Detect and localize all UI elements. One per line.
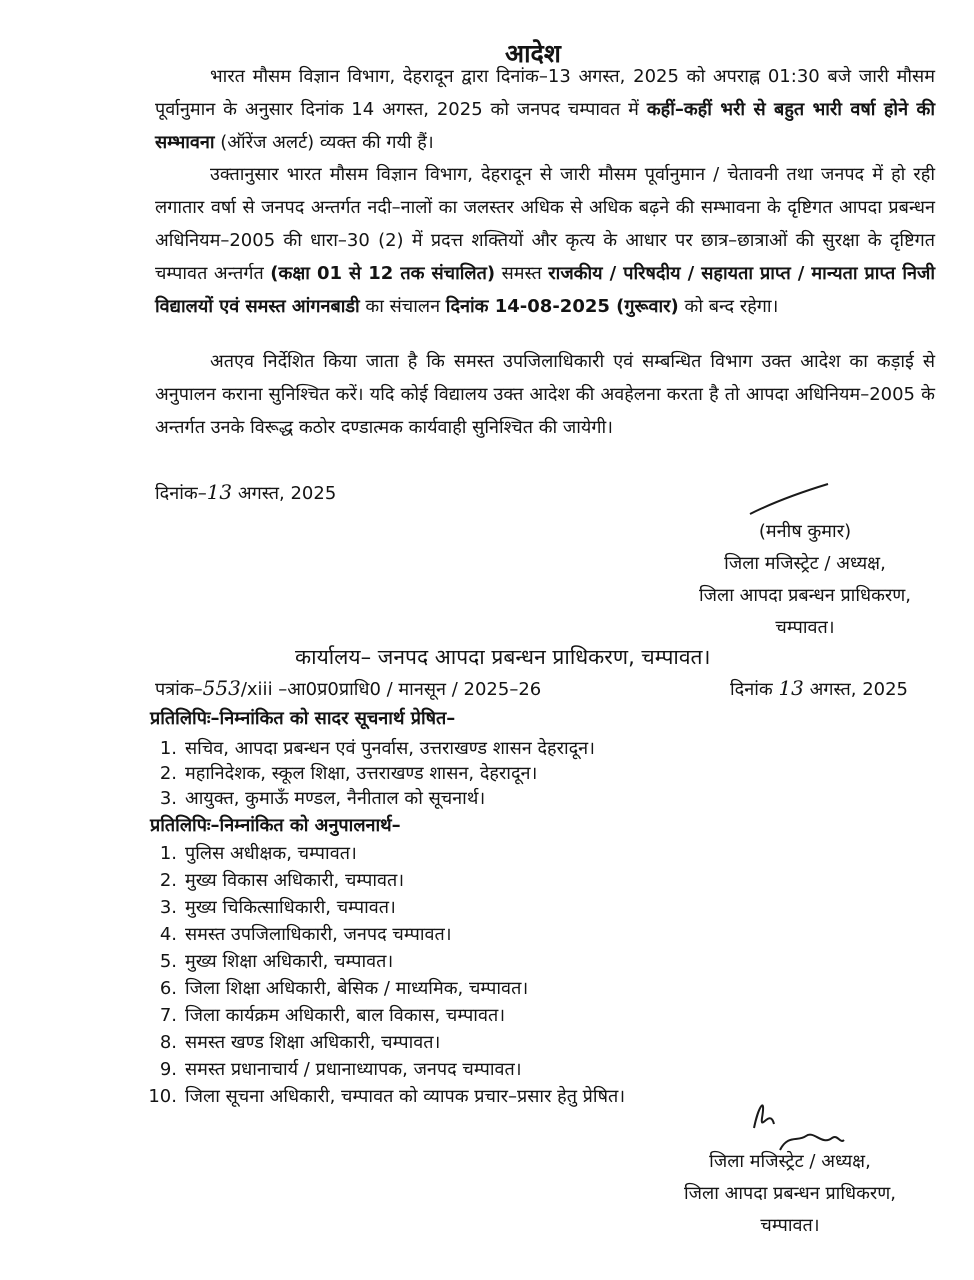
office-heading: कार्यालय– जनपद आपदा प्रबन्धन प्राधिकरण, चम्पावत। <box>295 645 711 669</box>
order-title: आदेश <box>505 39 561 68</box>
letter-number-label: पत्रांक– <box>155 679 203 700</box>
list-item-text: जिला कार्यक्रम अधिकारी, बाल विकास, चम्पावत। <box>185 1005 506 1026</box>
para1-alert: (ऑरेंज अलर्ट) व्यक्त की गयी हैं। <box>214 132 434 153</box>
signatory-place-2: चम्पावत। <box>760 1215 820 1236</box>
office-date-handwritten: 13 <box>778 676 804 700</box>
list-item-text: समस्त प्रधानाचार्य / प्रधानाध्यापक, जनपद चम्पावत। <box>185 1059 522 1080</box>
para2-text: उक्तानुसार भारत मौसम विज्ञान विभाग, देहरादून से जारी मौसम पूर्वानुमान / चेतावनी तथा जनपद में हो रही लगातार वर्षा से जनपद अन्तर्गत नदी–नालों का जलस्तर अधिक से अधिक बढ़ने की सम्भावना के दृष्टिगत आपदा प्रबन्धन अधिनियम–2005 की धारा–30 (2) में प्रदत्त शक्तियों और कृत्य के आधार पर छात्र–छात्राओं की सुरक्षा के दृष्टिगत चम्पावत अन्तर्गत <box>155 164 935 284</box>
list-item-text: पुलिस अधीक्षक, चम्पावत। <box>185 843 357 864</box>
list-item <box>145 1084 625 1108</box>
list-item <box>145 1003 505 1027</box>
signatory-authority: जिला आपदा प्रबन्धन प्राधिकरण, <box>698 585 911 606</box>
list-item-text: मुख्य विकास अधिकारी, चम्पावत। <box>185 870 405 891</box>
signatory-designation-2: जिला मजिस्ट्रेट / अध्यक्ष, <box>709 1151 871 1172</box>
para2-classes: (कक्षा 01 से 12 तक संचालित) <box>270 263 496 284</box>
list-item <box>145 895 396 919</box>
list-item-number: 2. <box>159 870 177 891</box>
order-date-rest: अगस्त, 2025 <box>232 483 337 504</box>
letter-number-rest: /xiii –आ0प्र0प्राधि0 / मानसून / 2025–26 <box>240 679 542 700</box>
list-item-text: मुख्य शिक्षा अधिकारी, चम्पावत। <box>185 951 394 972</box>
office-date-rest: अगस्त, 2025 <box>803 679 909 700</box>
signature-block-1 <box>660 516 950 644</box>
list-item-number: 5. <box>159 951 177 972</box>
order-paragraph-2 <box>155 158 935 323</box>
para2-schools: राजकीय / परिषदीय / सहायता प्राप्त / मान्यता प्राप्त निजी विद्यालयों एवं समस्त आंगनबाडी <box>155 263 935 317</box>
list-item <box>145 841 357 865</box>
list-item-text: समस्त उपजिलाधिकारी, जनपद चम्पावत। <box>185 924 452 945</box>
list-item-number: 9. <box>159 1059 177 1080</box>
list-item <box>145 761 537 785</box>
list-item <box>145 1057 522 1081</box>
para2-closure-date: दिनांक 14-08-2025 (गुरूवार) <box>445 296 679 317</box>
para2-text-4: को बन्द रहेगा। <box>678 296 779 317</box>
list-item <box>145 1030 440 1054</box>
list-item <box>145 976 528 1000</box>
list-item-text: आयुक्त, कुमाऊँ मण्डल, नैनीताल को सूचनार्थ। <box>185 788 486 809</box>
para1-text: भारत मौसम विज्ञान विभाग, देहरादून द्वारा दिनांक–13 अगस्त, 2025 को अपराह्न 01:30 बजे जारी मौसम पूर्वानुमान के अनुसार दिनांक 14 अगस्त, 2025 को जनपद चम्पावत में <box>155 66 935 120</box>
list-item <box>145 949 393 973</box>
list-item <box>145 786 485 810</box>
para2-text-2: समस्त <box>495 263 549 284</box>
order-paragraph-1 <box>155 60 935 159</box>
copy-compliance-heading: प्रतिलिपिः–निम्नांकित को अनुपालनार्थ– <box>150 815 401 836</box>
list-item-number: 7. <box>159 1005 177 1026</box>
list-item <box>145 868 404 892</box>
order-date-label: दिनांक– <box>155 483 207 504</box>
para3-text: अतएव निर्देशित किया जाता है कि समस्त उपजिलाधिकारी एवं सम्बन्धित विभाग उक्त आदेश का कड़ाई से अनुपालन कराना सुनिश्चित करें। यदि कोई विद्यालय उक्त आदेश की अवहेलना करता है तो आपदा अधिनियम–2005 के अन्तर्गत उनके विरूद्ध कठोर दण्डात्मक कार्यवाही सुनिश्चित की जायेगी। <box>155 351 935 438</box>
list-item-text: जिला सूचना अधिकारी, चम्पावत को व्यापक प्रचार–प्रसार हेतु प्रेषित। <box>185 1086 626 1107</box>
letter-number-handwritten: 553 <box>202 676 241 700</box>
list-item-text: समस्त खण्ड शिक्षा अधिकारी, चम्पावत। <box>185 1032 441 1053</box>
copy-info-heading: प्रतिलिपिः–निम्नांकित को सादर सूचनार्थ प्रेषित– <box>150 708 456 729</box>
signatory-place: चम्पावत। <box>775 617 835 638</box>
para2-text-3: का संचालन <box>359 296 446 317</box>
list-item-text: सचिव, आपदा प्रबन्धन एवं पुनर्वास, उत्तराखण्ड शासन देहरादून। <box>185 738 595 759</box>
signature-block-2 <box>640 1146 940 1242</box>
list-item-number: 8. <box>159 1032 177 1053</box>
list-item-text: जिला शिक्षा अधिकारी, बेसिक / माध्यमिक, चम्पावत। <box>185 978 529 999</box>
signatory-designation: जिला मजिस्ट्रेट / अध्यक्ष, <box>724 553 886 574</box>
list-item-number: 1. <box>159 843 177 864</box>
order-paragraph-3 <box>155 345 935 444</box>
office-date <box>730 676 908 701</box>
list-item-number: 6. <box>159 978 177 999</box>
list-item-text: महानिदेशक, स्कूल शिक्षा, उत्तराखण्ड शासन, देहरादून। <box>185 763 538 784</box>
order-date <box>155 480 336 505</box>
list-item-number: 3. <box>159 897 177 918</box>
list-item-number: 1. <box>159 738 177 759</box>
signatory-name: (मनीष कुमार) <box>758 521 852 542</box>
para1-highlight: कहीं–कहीं भरी से बहुत भारी वर्षा होने की सम्भावना <box>155 99 935 153</box>
list-item <box>145 922 452 946</box>
letter-number <box>155 676 541 701</box>
list-item-text: मुख्य चिकित्साधिकारी, चम्पावत। <box>185 897 396 918</box>
list-item-number: 2. <box>159 763 177 784</box>
signature-scribble-1 <box>740 480 840 520</box>
list-item-number: 3. <box>159 788 177 809</box>
list-item <box>145 736 595 760</box>
office-date-label: दिनांक <box>730 679 773 700</box>
signatory-authority-2: जिला आपदा प्रबन्धन प्राधिकरण, <box>683 1183 896 1204</box>
list-item-number: 10. <box>148 1086 177 1107</box>
list-item-number: 4. <box>159 924 177 945</box>
order-date-handwritten: 13 <box>206 480 233 504</box>
